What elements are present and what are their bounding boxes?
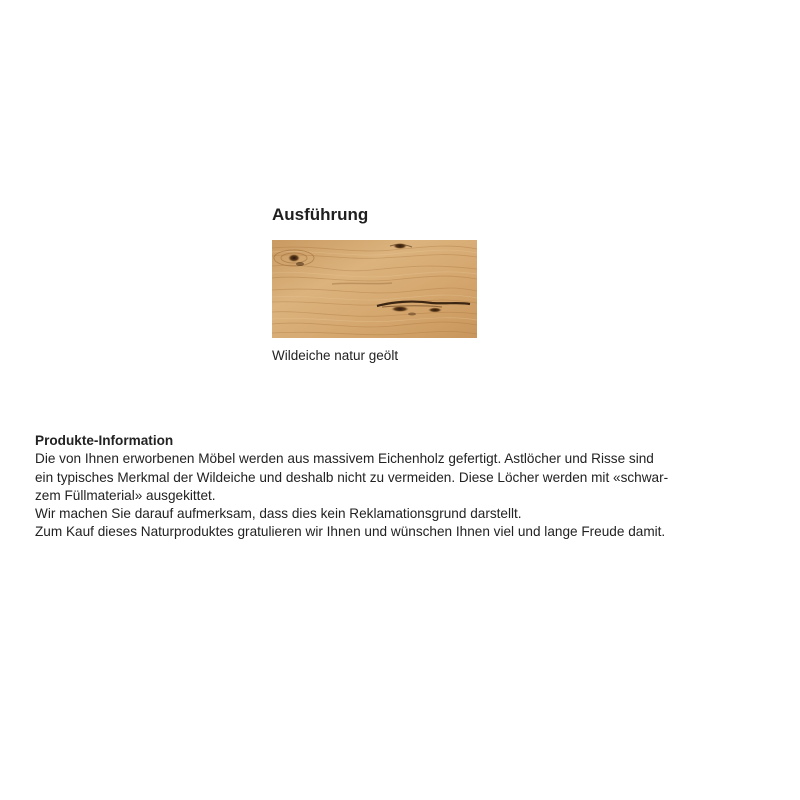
finish-swatch-label: Wildeiche natur geölt [272,348,399,363]
product-info-line: ein typisches Merkmal der Wildeiche und deshalb nicht zu vermeiden. Diese Löcher werden mit «schwar- [35,469,669,485]
product-info-line: Wir machen Sie darauf aufmerksam, dass dies kein Reklamationsgrund darstellt. [35,506,522,522]
product-info-line: Die von Ihnen erworbenen Möbel werden aus massivem Eichenholz gefertigt. Astlöcher und Risse sind [35,451,654,467]
wood-swatch [272,240,477,338]
product-info-line: Zum Kauf dieses Naturproduktes gratulieren wir Ihnen und wünschen Ihnen viel und lange Freude damit. [35,524,666,540]
finish-section [272,203,482,365]
product-info-line: zem Füllmaterial» ausgekittet. [35,487,216,503]
product-info-section [35,432,775,542]
product-info-heading: Produkte-Information [35,433,174,448]
finish-heading: Ausführung [272,205,369,224]
